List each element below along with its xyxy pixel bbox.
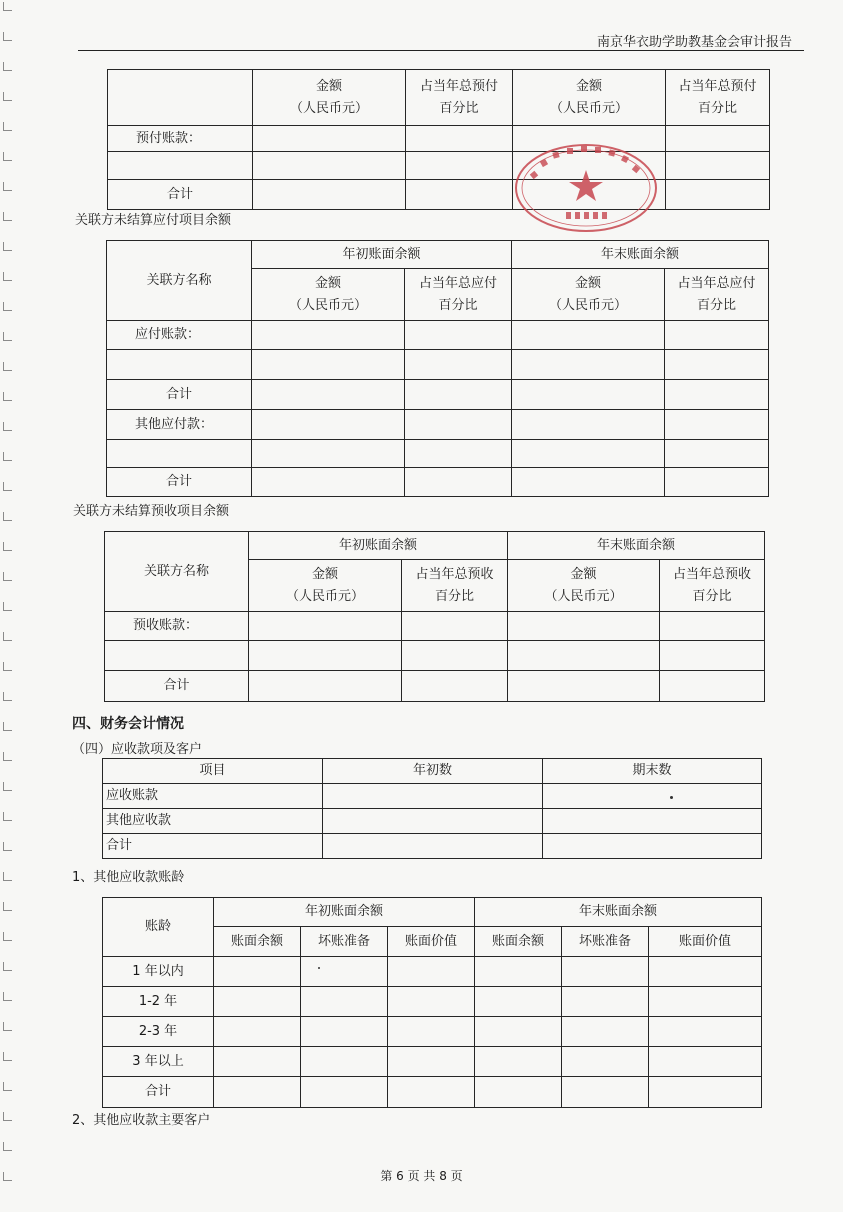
scan-speck [318,967,320,969]
binding-hole [3,1030,12,1031]
binding-hole [3,370,12,371]
row-label: 合计 [103,1077,214,1108]
column-header: 坏账准备 [301,927,388,957]
table-row [105,641,765,671]
row-label [107,350,252,380]
column-header: 账面价值 [649,927,762,957]
table-row [103,784,762,809]
row-label: 2-3 年 [103,1017,214,1047]
payable-table [106,240,769,497]
table-row [107,350,769,380]
row-label [108,152,253,180]
binding-hole [3,10,12,11]
table-row [103,898,762,927]
table-row [108,180,770,210]
table-row [103,1017,762,1047]
advance-table [104,531,765,702]
column-header: 坏账准备 [562,927,649,957]
binding-hole [3,340,12,341]
column-header: 项目 [103,759,323,784]
binding-hole [3,280,12,281]
binding-hole [3,850,12,851]
percent-header: 占当年总预收 百分比 [660,560,765,612]
binding-hole [3,610,12,611]
table-row [107,440,769,468]
table-row [103,987,762,1017]
binding-hole [3,670,12,671]
amount-header: 金额 （人民币元） [508,560,660,612]
page-footer: 第 6 页 共 8 页 [380,1169,463,1183]
table-row [105,612,765,641]
table-row [107,468,769,497]
section-title: 关联方未结算预收项目余额 [73,504,230,519]
row-label [105,641,249,671]
name-header: 关联方名称 [107,241,252,321]
column-header: 账面余额 [214,927,301,957]
amount-header: 金额 （人民币元） [249,560,402,612]
section-subheading: （四）应收款项及客户 [72,742,203,757]
column-header: 期末数 [543,759,762,784]
section-title: 关联方未结算应付项目余额 [75,213,232,228]
table-row [105,671,765,702]
table-row [107,380,769,410]
binding-hole [3,160,12,161]
table-row [103,759,762,784]
binding-hole [3,580,12,581]
row-label: 应付账款： [107,321,252,350]
binding-hole [3,40,12,41]
binding-hole [3,1120,12,1121]
group-header-end: 年末账面余额 [508,532,765,560]
table-cell [108,70,253,126]
scan-speck [670,796,673,799]
amount-header: 金额 （人民币元） [252,269,405,321]
table-row [107,241,769,269]
binding-hole [3,790,12,791]
row-label: 合计 [108,180,253,210]
customers-title: 2、其他应收款主要客户 [72,1113,211,1128]
row-label: 其他应付款： [107,410,252,440]
binding-hole [3,190,12,191]
binding-hole [3,70,12,71]
binding-hole [3,130,12,131]
group-header-end: 年末账面余额 [512,241,769,269]
amount-header: 金额 （人民币元） [513,70,666,126]
binding-hole [3,820,12,821]
row-label: 1 年以内 [103,957,214,987]
column-header: 账面余额 [475,927,562,957]
binding-hole [3,1150,12,1151]
amount-header: 金额 （人民币元） [253,70,406,126]
row-label: 合计 [103,834,323,859]
table-row [103,957,762,987]
binding-hole [3,550,12,551]
row-label: 预付账款： [108,126,253,152]
percent-header: 占当年总预付 百分比 [666,70,770,126]
binding-hole [3,640,12,641]
binding-hole [3,1090,12,1091]
table-row [107,410,769,440]
aging-title: 1、其他应收款账龄 [72,870,185,885]
table-row [108,70,770,126]
table-row [105,532,765,560]
binding-hole [3,730,12,731]
percent-header: 占当年总预付 百分比 [406,70,513,126]
section-heading: 四、财务会计情况 [72,716,184,732]
row-label: 应收账款 [103,784,323,809]
group-header-end: 年末账面余额 [475,898,762,927]
row-label: 合计 [107,380,252,410]
age-header: 账龄 [103,898,214,957]
binding-hole [3,910,12,911]
binding-hole [3,940,12,941]
binding-hole [3,430,12,431]
table-row [108,126,770,152]
binding-hole [3,400,12,401]
prepay-table [107,69,770,210]
table-row [103,1047,762,1077]
binding-hole [3,520,12,521]
binding-hole [3,970,12,971]
row-label: 1-2 年 [103,987,214,1017]
binding-hole [3,250,12,251]
table-row [108,152,770,180]
binding-hole [3,700,12,701]
table-row [107,321,769,350]
percent-header: 占当年总预收 百分比 [402,560,508,612]
binding-hole [3,1060,12,1061]
audit-seal-icon [511,138,661,232]
row-label: 其他应收款 [103,809,323,834]
table-row [103,1077,762,1108]
table-row [103,809,762,834]
page-header [78,28,804,51]
binding-hole [3,220,12,221]
header-title: 南京华衣助学助教基金会审计报告 [596,35,792,50]
row-label: 合计 [105,671,249,702]
amount-header: 金额 （人民币元） [512,269,665,321]
group-header-start: 年初账面余额 [214,898,475,927]
group-header-start: 年初账面余额 [252,241,512,269]
column-header: 账面价值 [388,927,475,957]
row-label [107,440,252,468]
binding-margin [0,0,14,1212]
column-header: 年初数 [323,759,543,784]
binding-hole [3,310,12,311]
binding-hole [3,760,12,761]
binding-hole [3,1000,12,1001]
row-label: 3 年以上 [103,1047,214,1077]
percent-header: 占当年总应付 百分比 [665,269,769,321]
receivables-table [102,758,762,859]
percent-header: 占当年总应付 百分比 [405,269,512,321]
binding-hole [3,880,12,881]
binding-hole [3,460,12,461]
row-label: 预收账款： [105,612,249,641]
row-label: 合计 [107,468,252,497]
table-row [103,834,762,859]
binding-hole [3,100,12,101]
name-header: 关联方名称 [105,532,249,612]
aging-table [102,897,762,1108]
binding-hole [3,490,12,491]
group-header-start: 年初账面余额 [249,532,508,560]
